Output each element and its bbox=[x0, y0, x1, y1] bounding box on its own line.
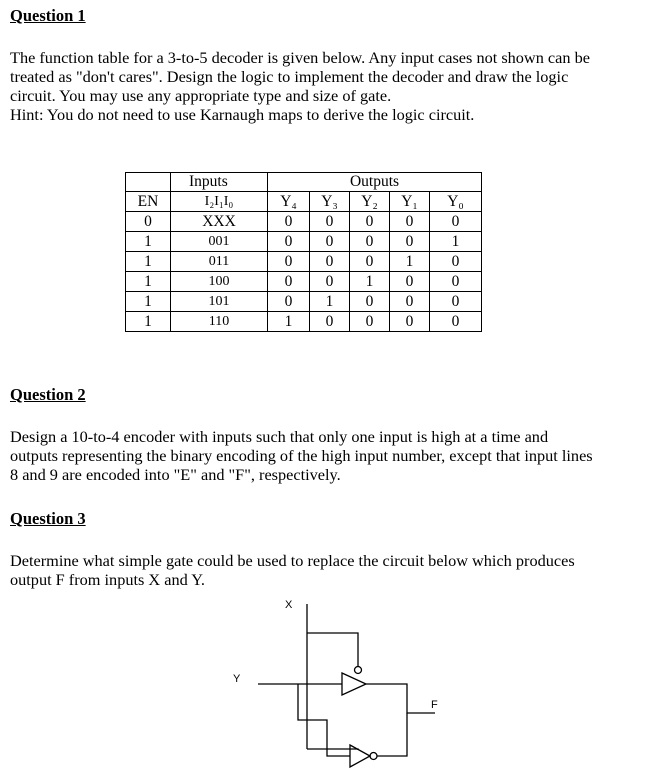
inverting-bubble-top bbox=[355, 667, 362, 674]
table-cell: 0 bbox=[268, 212, 310, 232]
question-3-text bbox=[10, 551, 575, 589]
table-row bbox=[126, 292, 482, 312]
column-header: Y₃ bbox=[310, 192, 350, 212]
table-cell: 1 bbox=[430, 232, 482, 252]
question-1-line: treated as "don't cares". Design the logic to implement the decoder and draw the logic bbox=[10, 67, 569, 86]
question-3-title: Question 3 bbox=[10, 509, 86, 528]
question-1-title: Question 1 bbox=[10, 6, 86, 25]
inputs-group-header: Inputs bbox=[171, 173, 268, 192]
table-cell: 1 bbox=[126, 272, 171, 292]
question-2-line: 8 and 9 are encoded into "E" and "F", respectively. bbox=[10, 465, 341, 484]
table-cell: 0 bbox=[430, 272, 482, 292]
table-cell: 011 bbox=[171, 252, 268, 272]
question-3-line: output F from inputs X and Y. bbox=[10, 570, 205, 589]
table-row bbox=[126, 252, 482, 272]
wire-output bbox=[366, 684, 435, 713]
table-cell: 0 bbox=[430, 312, 482, 332]
table-cell: 1 bbox=[126, 312, 171, 332]
table-cell: 0 bbox=[350, 312, 390, 332]
table-cell: 1 bbox=[350, 272, 390, 292]
question-1-text bbox=[10, 48, 590, 124]
column-header: Y₀ bbox=[430, 192, 482, 212]
table-cell: 0 bbox=[268, 232, 310, 252]
table-cell: 0 bbox=[268, 292, 310, 312]
wire-x-top-control bbox=[307, 633, 358, 666]
table-cell: 0 bbox=[126, 212, 171, 232]
table-cell: 0 bbox=[350, 292, 390, 312]
table-cell: 0 bbox=[430, 292, 482, 312]
table-cell: 1 bbox=[310, 292, 350, 312]
table-row bbox=[126, 212, 482, 232]
question-1-line: The function table for a 3-to-5 decoder is given below. Any input cases not shown can be bbox=[10, 48, 590, 67]
table-cell: 0 bbox=[390, 312, 430, 332]
column-header: Y₁ bbox=[390, 192, 430, 212]
question-2-text bbox=[10, 427, 593, 484]
table-cell: 100 bbox=[171, 272, 268, 292]
table-cell: 1 bbox=[126, 292, 171, 312]
circuit-label-x: X bbox=[285, 599, 293, 611]
table-cell: 0 bbox=[430, 212, 482, 232]
tri-state-buffer-top bbox=[342, 673, 366, 695]
circuit-label-f: F bbox=[431, 699, 438, 711]
table-cell: 0 bbox=[430, 252, 482, 272]
question-2-line: Design a 10-to-4 encoder with inputs such that only one input is high at a time and bbox=[10, 427, 549, 446]
wire-f-bottom bbox=[377, 713, 407, 756]
column-header: EN bbox=[126, 192, 171, 212]
table-cell: 0 bbox=[390, 272, 430, 292]
table-cell: 0 bbox=[390, 232, 430, 252]
question-2-title: Question 2 bbox=[10, 385, 86, 404]
table-cell: 0 bbox=[350, 232, 390, 252]
table-row bbox=[126, 232, 482, 252]
table-cell: 0 bbox=[310, 212, 350, 232]
table-cell: 0 bbox=[310, 232, 350, 252]
outputs-group-header: Outputs bbox=[268, 173, 482, 192]
table-cell: 1 bbox=[390, 252, 430, 272]
function-table bbox=[125, 172, 482, 332]
table-cell: 0 bbox=[350, 252, 390, 272]
table-cell: 110 bbox=[171, 312, 268, 332]
table-cell: 0 bbox=[310, 252, 350, 272]
column-header: Y₄ bbox=[268, 192, 310, 212]
table-row bbox=[126, 312, 482, 332]
column-header: I₂I₁I₀ bbox=[171, 192, 268, 212]
table-cell: 0 bbox=[390, 292, 430, 312]
table-cell: 0 bbox=[268, 272, 310, 292]
table-cell: XXX bbox=[171, 212, 268, 232]
tri-state-buffer-bottom bbox=[350, 745, 370, 767]
table-cell: 001 bbox=[171, 232, 268, 252]
question-1-line: circuit. You may use any appropriate type and size of gate. bbox=[10, 86, 392, 105]
question-3-line: Determine what simple gate could be used to replace the circuit below which produces bbox=[10, 551, 575, 570]
table-cell: 1 bbox=[126, 232, 171, 252]
table-row bbox=[126, 272, 482, 292]
table-cell: 0 bbox=[310, 312, 350, 332]
column-header: Y₂ bbox=[350, 192, 390, 212]
table-cell: 1 bbox=[126, 252, 171, 272]
table-cell: 0 bbox=[390, 212, 430, 232]
question-1-line: Hint: You do not need to use Karnaugh maps to derive the logic circuit. bbox=[10, 105, 475, 124]
question-2-line: outputs representing the binary encoding of the high input number, except that input lines bbox=[10, 446, 593, 465]
table-cell: 0 bbox=[350, 212, 390, 232]
table-cell: 101 bbox=[171, 292, 268, 312]
table-cell: 1 bbox=[268, 312, 310, 332]
circuit-label-y: Y bbox=[233, 673, 241, 685]
circuit-diagram bbox=[225, 594, 465, 774]
table-cell: 0 bbox=[268, 252, 310, 272]
table-cell: 0 bbox=[310, 272, 350, 292]
